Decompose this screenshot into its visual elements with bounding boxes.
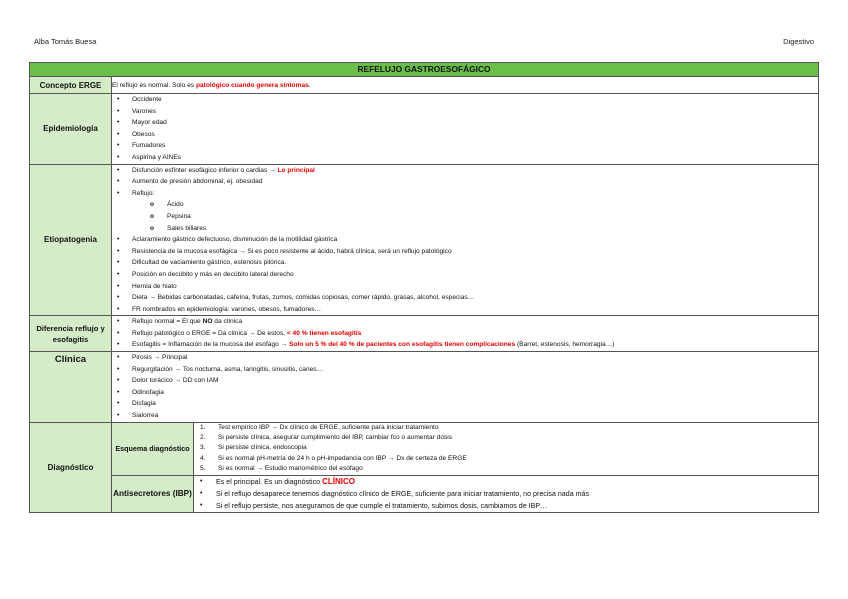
list-item: • Aumento de presión abdominal, ej. obesidad [112, 176, 818, 188]
concepto-text-highlight: patológico cuando genera síntomas [195, 81, 309, 89]
summary-table [29, 62, 819, 513]
list-item: • Dieta → Bebidas carbonatadas, cafeína, frutas, zumos, comidas copiosas, comer rápido, grasas, alcohol, especias… [112, 292, 818, 304]
list-item: • Varones [112, 106, 818, 118]
item-text: Si es normal → Estudio manométrico del esófago [218, 465, 363, 473]
list-item: • Dolor torácico → DD con IAM [112, 375, 818, 387]
item-number: 1. [200, 423, 206, 431]
sub-list-item: o Ácido [112, 199, 818, 211]
list-item: • Odinofagia [112, 387, 818, 399]
clinica-label: Clínica [30, 352, 112, 423]
list-item-text: Esofagitis = Inflamación de la mucosa del esófago → [132, 341, 290, 349]
item-text: Si persiste clínica, asegurar cumplimiento del IBP, cambiar fco o aumentar dosis [218, 434, 453, 442]
list-item-text: • Reflujo: [132, 189, 155, 197]
concepto-text: El reflujo es normal. Solo es [112, 81, 196, 89]
list-item: • Aclaramiento gástrico defectuoso, disminución de la motilidad gástrica [112, 234, 818, 246]
numbered-item [194, 454, 818, 464]
list-item [112, 339, 818, 351]
list-item-highlight: → Lo principal [269, 166, 315, 174]
etiopatogenia-label: Etiopatogenia [30, 164, 112, 316]
list-item: • Regurgitación → Tos nocturna, asma, laringitis, sinusitis, caries… [112, 364, 818, 376]
item-number: 5. [200, 465, 206, 473]
epidemiologia-label: Epidemiología [30, 94, 112, 165]
numbered-item [194, 443, 818, 453]
esquema-cell [194, 422, 819, 475]
list-item: • Dificultad de vaciamiento gástrico, estenosis pilórica. [112, 257, 818, 269]
list-item: • Si el reflujo desaparece tenemos diagnóstico clínico de ERGE, suficiente para iniciar tratamiento, no precisa nada más [194, 488, 818, 500]
list-item: • Obesos [112, 129, 818, 141]
list-item: • Resistencia de la mucosa esofágica → Si es poco resistente al ácido, habrá clínica, será un reflujo patológico [112, 246, 818, 258]
diferencia-cell [112, 316, 819, 352]
item-text: Test empírico IBP → Dx clínico de ERGE, suficiente para iniciar tratamiento [218, 423, 439, 431]
list-item: • FR nombrados en epidemiología: varones, obesos, fumadores… [112, 304, 818, 316]
concepto-cell [112, 77, 819, 94]
list-item-highlight: Solo un 5 % del 40 % de pacientes con esofagitis tienen complicaciones [289, 341, 516, 349]
numbered-item [194, 433, 818, 443]
list-item [194, 476, 818, 488]
list-item-text-end: da clínica [212, 318, 243, 326]
list-item [112, 316, 818, 328]
sub-list-item: o Pepsina [112, 211, 818, 223]
list-item [112, 165, 818, 177]
list-item: • Mayor edad [112, 117, 818, 129]
list-item-text-end: (Barret, estenosis, hemorragia…) [515, 341, 615, 349]
list-item: • Disfagia [112, 398, 818, 410]
ibp-label: Antisecretores (IBP) [112, 475, 194, 512]
etiopatogenia-cell [112, 164, 819, 316]
list-item: • Posición en decúbito y más en decúbito lateral derecho [112, 269, 818, 281]
item-number: 2. [200, 434, 206, 442]
list-item: • Si el reflujo persiste, nos aseguramos de que cumple el tratamiento, subimos dosis, cambiamos de IBP… [194, 500, 818, 512]
subject-name: Digestivo [783, 37, 814, 46]
numbered-item [194, 423, 818, 433]
table-title: REFELUJO GASTROESOFÁGICO [30, 63, 819, 77]
list-item-bold: NO [202, 318, 213, 326]
list-item: • Sialorrea [112, 410, 818, 422]
epidemiologia-cell [112, 94, 819, 165]
sub-list-item: o Sales biliares [112, 223, 818, 235]
list-item-text: Reflujo normal = El que [132, 318, 203, 326]
item-number: 4. [200, 454, 206, 462]
ibp-cell [194, 475, 819, 512]
author-name: Alba Tomás Buesa [34, 37, 97, 46]
list-item: • Fumadores [112, 140, 818, 152]
clinica-cell [112, 352, 819, 423]
list-item-highlight: < 40 % tienen esofagitis [286, 329, 362, 337]
list-item: • Occidente [112, 94, 818, 106]
list-item: • Aspirina y AINEs [112, 152, 818, 164]
esquema-label: Esquema diagnóstico [112, 422, 194, 475]
list-item [112, 328, 818, 340]
list-item-text: Es el principal. Es un diagnóstico [216, 477, 323, 486]
numbered-item [194, 464, 818, 474]
list-item: • Hernia de hiato [112, 281, 818, 293]
list-item-text: Reflujo patológico o ERGE = Da clínica → De estos, [132, 329, 287, 337]
diagnostico-label: Diagnóstico [30, 422, 112, 512]
list-item-text: Disfunción esfínter esofágico inferior o cardias [132, 166, 270, 174]
list-item: • Pirosis → Principal [112, 352, 818, 364]
concepto-label: Concepto ERGE [30, 77, 112, 94]
item-text: Si persiste clínica, endoscopia [218, 444, 307, 452]
list-item-highlight: CLÍNICO [322, 476, 355, 486]
list-item [112, 188, 818, 200]
diferencia-label: Diferencia reflujo y esofagitis [30, 316, 112, 352]
item-text: Si es normal pH-metría de 24 h o pH-impedancia con IBP → Dx de certeza de ERGE [218, 454, 467, 462]
concepto-text-end: . [308, 81, 311, 89]
item-number: 3. [200, 444, 206, 452]
